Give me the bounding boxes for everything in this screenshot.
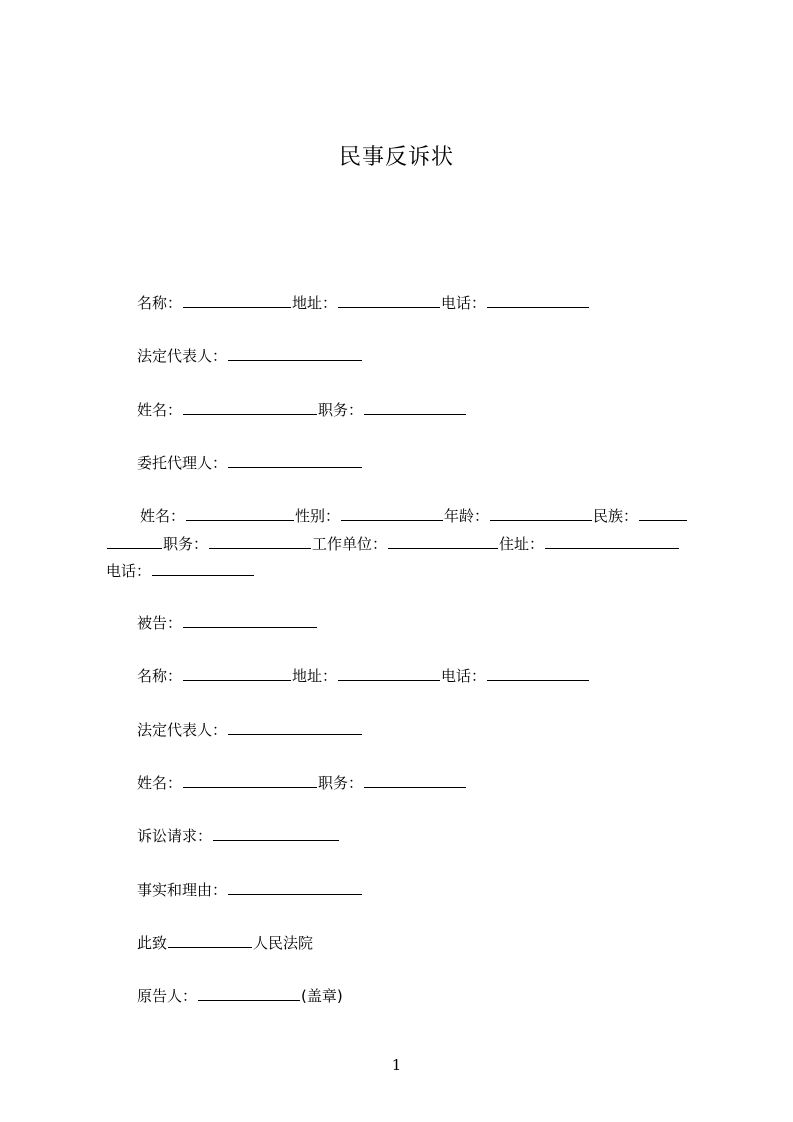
phone-blank[interactable] <box>487 292 589 308</box>
agent-employer-label: 工作单位： <box>312 535 388 553</box>
defendant-rep-position-blank[interactable] <box>364 772 466 788</box>
facts-label: 事实和理由： <box>137 881 228 899</box>
name-blank[interactable] <box>183 292 291 308</box>
defendant-row <box>137 612 318 633</box>
defendant-phone-label: 电话： <box>441 667 487 685</box>
defendant-contact-row <box>137 665 590 686</box>
defendant-rep-name-label: 姓名： <box>137 774 183 792</box>
legal-rep-blank[interactable] <box>228 345 362 361</box>
facts-blank[interactable] <box>228 879 362 895</box>
agent-label: 委托代理人： <box>137 454 228 472</box>
agent-details-line-2 <box>106 533 680 554</box>
defendant-rep-name-blank[interactable] <box>183 772 317 788</box>
agent-details-line-3 <box>106 560 255 581</box>
rep-name-label: 姓名： <box>137 401 183 419</box>
agent-name-blank[interactable] <box>186 505 294 521</box>
plaintiff-legal-rep-row <box>137 345 363 366</box>
document-title: 民事反诉状 <box>338 145 454 170</box>
rep-position-label: 职务： <box>318 401 364 419</box>
signature-suffix: (盖章) <box>301 987 343 1005</box>
agent-employer-blank[interactable] <box>388 533 498 549</box>
phone-label: 电话： <box>441 294 487 312</box>
agent-name-label: 姓名： <box>140 507 186 525</box>
defendant-legal-rep-label: 法定代表人： <box>137 721 228 739</box>
agent-position-blank[interactable] <box>209 533 311 549</box>
facts-row <box>137 879 363 900</box>
agent-details-line-1 <box>140 505 688 526</box>
salutation-suffix: 人民法院 <box>253 934 314 952</box>
claims-row <box>137 825 340 846</box>
agent-age-label: 年龄： <box>444 507 490 525</box>
agent-position-label: 职务： <box>163 535 209 553</box>
agent-gender-label: 性别： <box>295 507 341 525</box>
defendant-address-label: 地址： <box>292 667 338 685</box>
defendant-legal-rep-blank[interactable] <box>228 719 362 735</box>
agent-row <box>137 452 363 473</box>
signature-blank[interactable] <box>198 985 300 1001</box>
defendant-name-label: 名称： <box>137 667 183 685</box>
address-label: 地址： <box>292 294 338 312</box>
salutation-prefix: 此致 <box>137 934 168 952</box>
signature-row <box>137 985 343 1006</box>
agent-ethnicity-label: 民族： <box>593 507 639 525</box>
agent-blank[interactable] <box>228 452 362 468</box>
defendant-legal-rep-row <box>137 719 363 740</box>
salutation-row <box>137 932 313 953</box>
address-blank[interactable] <box>338 292 440 308</box>
agent-gender-blank[interactable] <box>341 505 443 521</box>
agent-age-blank[interactable] <box>490 505 592 521</box>
claims-blank[interactable] <box>213 825 339 841</box>
plaintiff-contact-row <box>137 292 590 313</box>
agent-phone-label: 电话： <box>106 562 152 580</box>
legal-rep-label: 法定代表人： <box>137 347 228 365</box>
name-label: 名称： <box>137 294 183 312</box>
defendant-address-blank[interactable] <box>338 665 440 681</box>
agent-address-label: 住址： <box>499 535 545 553</box>
court-blank[interactable] <box>168 932 252 948</box>
claims-label: 诉讼请求： <box>137 827 213 845</box>
agent-address-blank[interactable] <box>545 533 679 549</box>
agent-phone-blank[interactable] <box>152 560 254 576</box>
defendant-rep-info-row <box>137 772 467 793</box>
defendant-phone-blank[interactable] <box>487 665 589 681</box>
defendant-rep-position-label: 职务： <box>318 774 364 792</box>
rep-position-blank[interactable] <box>364 399 466 415</box>
plaintiff-rep-info-row <box>137 399 467 420</box>
defendant-name-blank[interactable] <box>183 665 291 681</box>
page-number: 1 <box>391 1056 402 1074</box>
agent-ethnicity-blank[interactable] <box>639 505 687 521</box>
agent-ethnicity-blank-cont[interactable] <box>107 533 162 549</box>
defendant-label: 被告： <box>137 614 183 632</box>
defendant-blank[interactable] <box>183 612 317 628</box>
rep-name-blank[interactable] <box>183 399 317 415</box>
signature-label: 原告人： <box>137 987 198 1005</box>
